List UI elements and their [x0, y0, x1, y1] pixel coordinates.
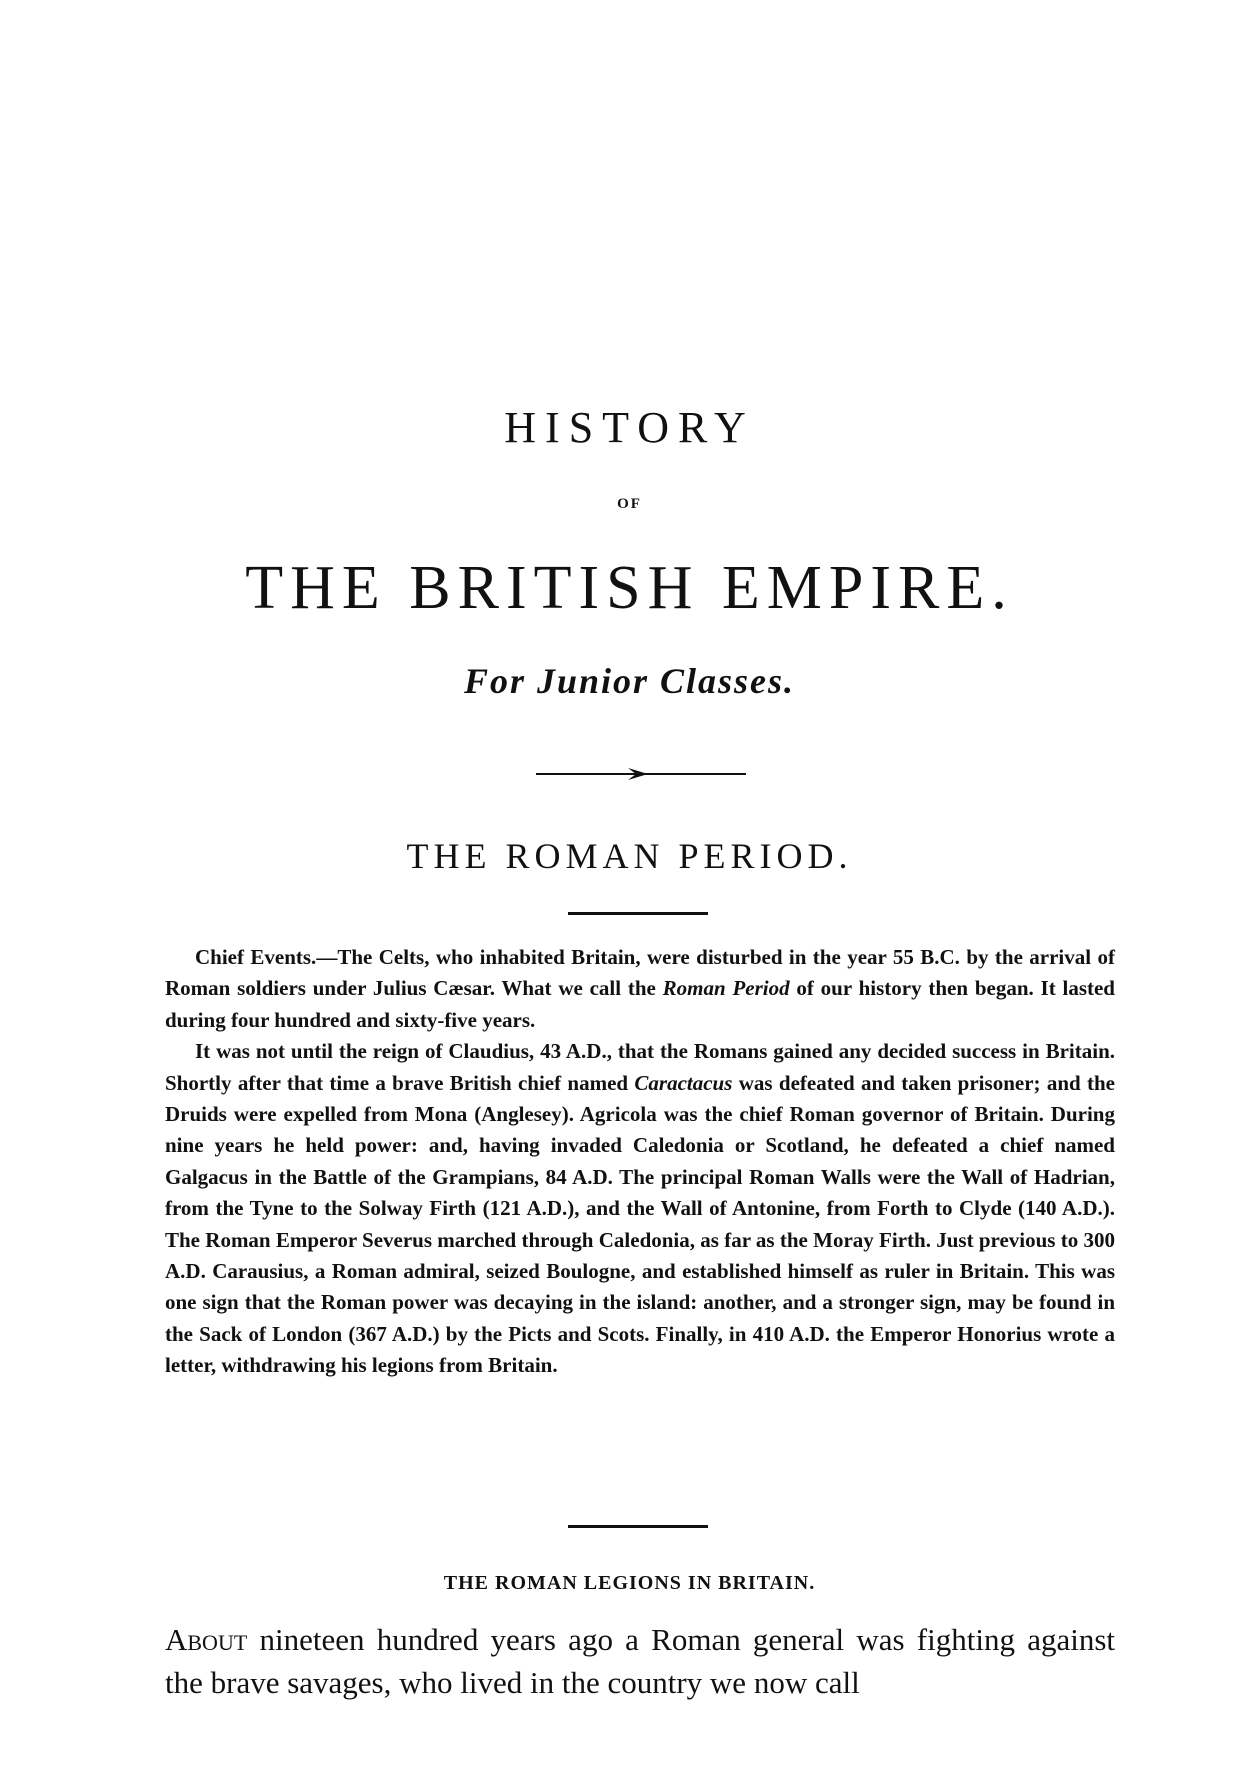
summary-text: It was not until the reign of Claudius, 43 A.D., that the Romans gained any decided success in Britain. Shortly after that time a brave British chief named — [165, 1039, 1115, 1095]
divider-rule — [568, 1525, 708, 1528]
ornament-divider-icon — [536, 766, 746, 782]
summary-emphasis: Caractacus — [634, 1070, 733, 1095]
summary-text: —The Celts, who inhabited Britain, were disturbed in the year 55 B.C. by the arrival of Roman soldiers under Julius Cæsar. What we call the — [165, 945, 1115, 1001]
legions-paragraph: nineteen hundred years ago a Roman general was fighting against the brave savages, who lived in the country we now call — [165, 1622, 1115, 1700]
summary-emphasis: Roman Period — [662, 976, 790, 1001]
summary-text: of our history then began. It lasted during four hundred and sixty-five years. — [165, 976, 1115, 1032]
section-heading-roman-legions: THE ROMAN LEGIONS IN BRITAIN. — [443, 1572, 816, 1594]
first-word: About — [165, 1622, 248, 1657]
chief-events-summary — [165, 942, 1115, 1382]
divider-rule — [568, 912, 708, 915]
legions-body-text — [165, 1618, 1115, 1704]
subtitle-junior-classes: For Junior Classes. — [463, 661, 796, 701]
summary-text: was defeated and taken prisoner; and the Druids were expelled from Mona (Anglesey). Agricola was the chief Roman governor of Britain. During nine years he held power: and, having invaded Caledonia or Scotland, he defeated a chief named Galgacus in the Battle of the Grampians, 84 A.D. The principal Roman Walls were the Wall of Hadrian, from the Tyne to the Solway Firth (121 A.D.), and the Wall of Antonine, from Forth to Clyde (140 A.D.). The Roman Emperor Severus marched through Caledonia, as far as the Moray Firth. Just previous to 300 A.D. Carausius, a Roman admiral, seized Boulogne, and established himself as ruler in Britain. This was one sign that the Roman power was decaying in the island: another, and a stronger sign, may be found in the Sack of London (367 A.D.) by the Picts and Scots. Finally, in 410 A.D. the Emperor Honorius wrote a letter, withdrawing his legions from Britain. — [165, 1070, 1115, 1378]
chief-events-label: Chief Events. — [195, 945, 317, 969]
title-of: OF — [617, 496, 642, 512]
title-history: HISTORY — [504, 403, 755, 452]
title-british-empire: THE BRITISH EMPIRE. — [245, 554, 1014, 622]
summary-paragraph-2 — [165, 1036, 1115, 1381]
section-heading-roman-period: THE ROMAN PERIOD. — [406, 836, 853, 876]
summary-paragraph-1 — [165, 942, 1115, 1036]
